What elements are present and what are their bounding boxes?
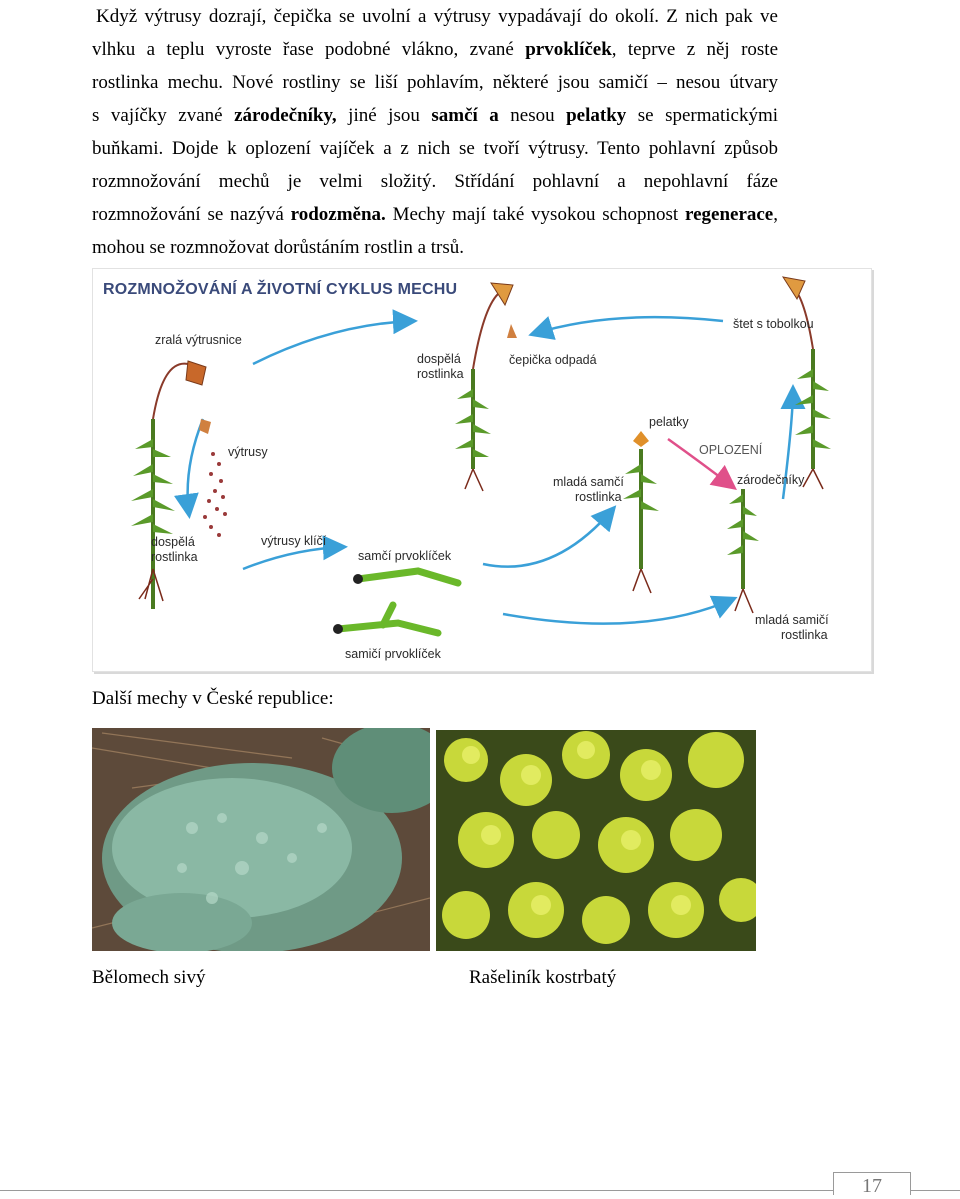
cycle-arrow	[533, 317, 723, 334]
other-mosses-heading: Další mechy v České republice:	[92, 688, 334, 709]
label-ripe-sporangium: zralá výtrusnice	[155, 333, 242, 347]
mature-plant-top	[455, 283, 517, 491]
moss-photo-grey-green-icon	[92, 728, 430, 951]
photo-belomech	[92, 728, 430, 951]
diagram-title: ROZMNOŽOVÁNÍ A ŽIVOTNÍ CYKLUS MECHU	[103, 281, 458, 298]
text-run: mohou se rozmnožovat dorůstáním rostlin a trsů.	[92, 237, 465, 258]
caption-belomech: Bělomech sivý	[92, 967, 206, 988]
label-cap-falls-off: čepička odpadá	[509, 353, 597, 367]
plant-with-capsule	[783, 277, 831, 489]
paragraph-line	[92, 33, 778, 66]
paragraph-line	[92, 66, 778, 99]
caption-raselinik: Rašeliník kostrbatý	[469, 967, 617, 988]
label-adult-plant-left-2: rostlinka	[151, 550, 198, 564]
young-female-plant	[727, 489, 759, 613]
male-protonema	[353, 571, 458, 584]
label-adult-plant-top-2: rostlinka	[417, 367, 464, 381]
spores	[203, 452, 227, 537]
term-zarodecniky: zárodečníky,	[234, 105, 337, 126]
label-young-male-2: rostlinka	[575, 490, 622, 504]
term-pelatky: pelatky	[566, 105, 627, 126]
label-seta-with-capsule: štet s tobolkou	[733, 317, 814, 331]
paragraph-line	[92, 132, 778, 165]
moss-photo-yellow-green-icon	[436, 730, 756, 951]
text-run: rostlinka mechu. Nové rostliny se liší pohlavím, některé jsou samičí – nesou útvary	[92, 72, 778, 93]
cycle-arrow	[483, 509, 613, 567]
text-run: vlhku a teplu vyroste řase podobné vlákno, zvané	[92, 39, 526, 60]
moss-life-cycle-diagram	[92, 268, 872, 672]
cycle-arrow	[188, 419, 203, 514]
label-young-male-1: mladá samčí	[553, 475, 624, 489]
cycle-arrow	[503, 599, 733, 624]
text-run: Když výtrusy dozrají, čepička se uvolní a výtrusy vypadávají do okolí. Z nich pak ve	[96, 6, 778, 27]
label-spores-germinate: výtrusy klíčí	[261, 534, 327, 548]
label-antheridia: pelatky	[649, 415, 689, 429]
text-run: se spermatickými	[626, 105, 779, 126]
text-run: jiné jsou	[336, 105, 432, 126]
text-run: buňkami. Dojde k oplození vajíček a z nich se tvoří výtrusy. Tento pohlavní způsob	[92, 138, 778, 159]
paragraph-line	[92, 231, 778, 264]
label-male-protonema: samčí prvoklíček	[358, 549, 452, 563]
paragraph-line	[92, 165, 778, 198]
label-young-female-1: mladá samičí	[755, 613, 829, 627]
mature-plant-left	[131, 361, 211, 609]
term-rodozmena: rodozměna.	[290, 204, 386, 225]
label-young-female-2: rostlinka	[781, 628, 828, 642]
photo-raselinik	[436, 730, 756, 951]
text-run: rozmnožování se nazývá	[92, 204, 291, 225]
text-run: Mechy mají také vysokou schopnost	[385, 204, 685, 225]
footer-rule	[0, 1190, 960, 1191]
cycle-arrow	[243, 547, 343, 569]
female-protonema	[333, 605, 438, 634]
paragraph-line	[92, 99, 778, 132]
text-run: nesou	[498, 105, 567, 126]
paragraph-line	[92, 198, 778, 231]
text-run: ,	[773, 204, 778, 225]
text-run: s vajíčky zvané	[92, 105, 235, 126]
term-regenerace: regenerace	[684, 204, 774, 225]
young-male-plant	[623, 431, 659, 593]
label-adult-plant-left-1: dospělá	[151, 535, 195, 549]
label-spores: výtrusy	[228, 445, 268, 459]
label-adult-plant-top-1: dospělá	[417, 352, 461, 366]
term-samci: samčí a	[431, 105, 499, 126]
label-fertilization: OPLOZENÍ	[699, 443, 763, 457]
page-number: 17	[833, 1172, 911, 1195]
body-paragraph	[92, 0, 778, 264]
label-female-protonema: samičí prvoklíček	[345, 647, 441, 661]
paragraph-line	[92, 0, 778, 33]
label-archegonia: zárodečníky	[737, 473, 805, 487]
cycle-arrow	[253, 321, 413, 364]
text-run: rozmnožování mechů je velmi složitý. Střídání pohlavní a nepohlavní fáze	[92, 171, 778, 192]
term-prvoklicek: prvoklíček	[525, 39, 612, 60]
text-run: , teprve z něj roste	[611, 39, 778, 60]
